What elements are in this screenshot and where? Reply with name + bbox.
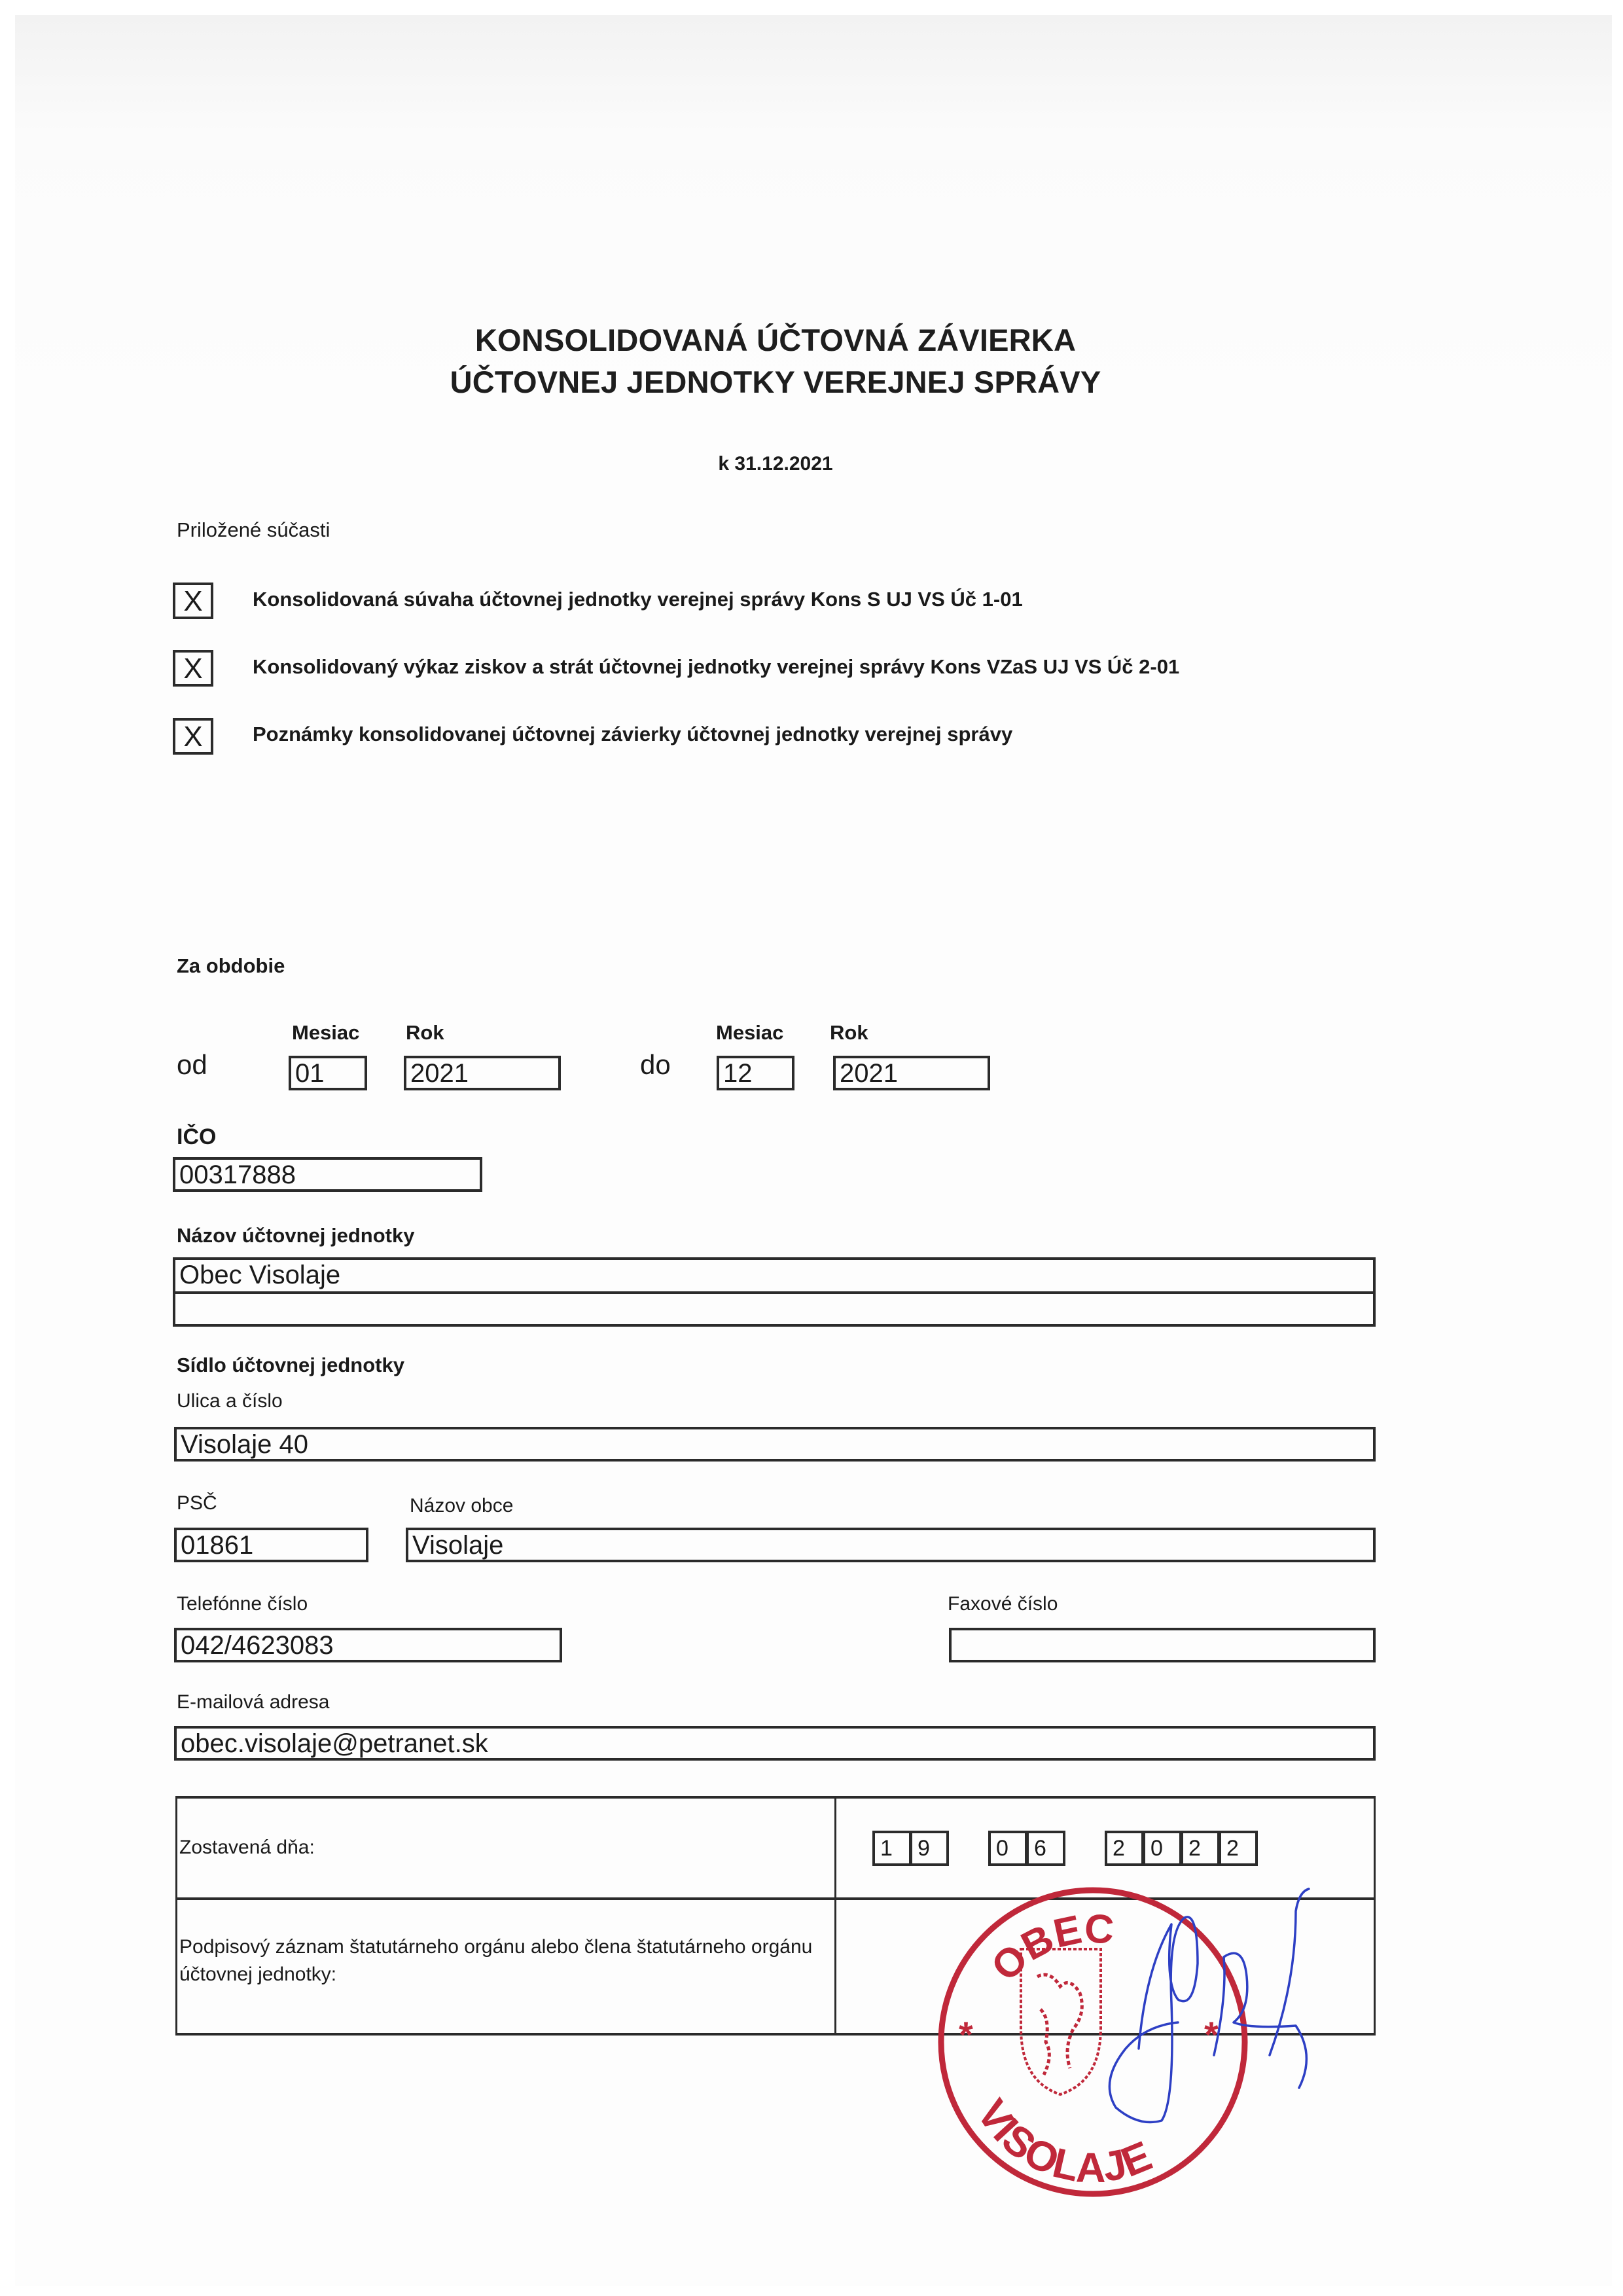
city-value: Visolaje — [412, 1531, 504, 1560]
to-month-field[interactable] — [717, 1056, 794, 1090]
ico-label: IČO — [177, 1124, 217, 1149]
attachments-heading: Priložené súčasti — [177, 518, 330, 541]
phone-value: 042/4623083 — [181, 1631, 334, 1660]
fax-field[interactable] — [949, 1628, 1376, 1662]
as-of-date: k 31.12.2021 — [718, 453, 833, 475]
signature-stroke — [1109, 1889, 1309, 2123]
email-value: obec.visolaje@petranet.sk — [181, 1729, 488, 1758]
from-month-label: Mesiac — [292, 1021, 360, 1044]
document-title-line-1: KONSOLIDOVANÁ ÚČTOVNÁ ZÁVIERKA — [474, 323, 1077, 357]
fax-label: Faxové číslo — [948, 1593, 1058, 1615]
to-year-value: 2021 — [840, 1059, 898, 1088]
unit-name-field[interactable] — [173, 1257, 1376, 1327]
month-digit: 6 — [1026, 1831, 1065, 1866]
to-year-label: Rok — [830, 1021, 868, 1044]
period-heading: Za obdobie — [177, 954, 285, 977]
seat-heading: Sídlo účtovnej jednotky — [177, 1354, 404, 1376]
year-digit: 0 — [1143, 1831, 1182, 1866]
from-month-field[interactable] — [289, 1056, 367, 1090]
year-digit: 2 — [1219, 1831, 1258, 1866]
attachment-label: Konsolidovaná súvaha účtovnej jednotky verejnej správy Kons S UJ VS Úč 1-01 — [253, 588, 1023, 611]
from-label: od — [177, 1049, 207, 1080]
phone-field[interactable] — [174, 1628, 562, 1662]
city-label: Názov obce — [410, 1495, 514, 1516]
psc-label: PSČ — [177, 1492, 217, 1514]
table-column-divider — [834, 1796, 836, 2036]
year-digit: 2 — [1181, 1831, 1220, 1866]
unit-name-line-1: Obec Visolaje — [179, 1261, 341, 1289]
ico-field[interactable] — [173, 1157, 482, 1192]
table-left-border — [175, 1796, 177, 2036]
signature-label: Podpisový záznam štatutárneho orgánu alebo člena štatutárneho orgánu účtovnej jednotky: — [179, 1936, 813, 1985]
psc-value: 01861 — [181, 1531, 254, 1560]
street-value: Visolaje 40 — [181, 1430, 308, 1459]
street-field[interactable] — [174, 1427, 1376, 1462]
to-label: do — [640, 1049, 671, 1080]
stamp-bottom-text: VISOLAJE — [967, 2091, 1158, 2192]
from-year-label: Rok — [406, 1021, 444, 1044]
document-title-line-2: ÚČTOVNEJ JEDNOTKY VEREJNEJ SPRÁVY — [450, 365, 1101, 399]
compiled-date-label: Zostavená dňa: — [179, 1837, 315, 1858]
attachment-checkbox[interactable]: X — [173, 718, 213, 755]
day-digit: 9 — [910, 1831, 949, 1866]
lion-figure-icon — [1037, 1975, 1082, 2075]
handwritten-signature — [1099, 1885, 1407, 2166]
from-month-value: 01 — [295, 1059, 325, 1088]
unit-name-label: Názov účtovnej jednotky — [177, 1224, 415, 1247]
ico-value: 00317888 — [179, 1160, 296, 1189]
stamp-top-text: OBEC — [982, 1906, 1115, 1990]
street-label: Ulica a číslo — [177, 1390, 283, 1412]
stamp-star-left: * — [959, 2014, 973, 2055]
month-digit: 0 — [988, 1831, 1027, 1866]
to-month-value: 12 — [723, 1059, 753, 1088]
to-year-field[interactable] — [833, 1056, 990, 1090]
table-top-border — [175, 1796, 1376, 1799]
to-month-label: Mesiac — [716, 1021, 784, 1044]
email-field[interactable] — [174, 1726, 1376, 1761]
psc-field[interactable] — [174, 1528, 368, 1562]
city-field[interactable] — [406, 1528, 1376, 1562]
attachment-checkbox[interactable]: X — [173, 650, 213, 687]
day-digit: 1 — [872, 1831, 912, 1866]
year-digit: 2 — [1105, 1831, 1144, 1866]
attachment-label: Poznámky konsolidovanej účtovnej závierky účtovnej jednotky verejnej správy — [253, 723, 1013, 745]
stamp-star-right: * — [1204, 2014, 1219, 2055]
unit-name-divider — [175, 1291, 1373, 1294]
phone-label: Telefónne číslo — [177, 1593, 308, 1615]
from-year-field[interactable] — [404, 1056, 561, 1090]
attachment-label: Konsolidovaný výkaz ziskov a strát účtovnej jednotky verejnej správy Kons VZaS UJ VS Úč 2-01 — [253, 655, 1180, 678]
attachment-checkbox[interactable]: X — [173, 583, 213, 619]
email-label: E-mailová adresa — [177, 1691, 330, 1713]
from-year-value: 2021 — [410, 1059, 469, 1088]
